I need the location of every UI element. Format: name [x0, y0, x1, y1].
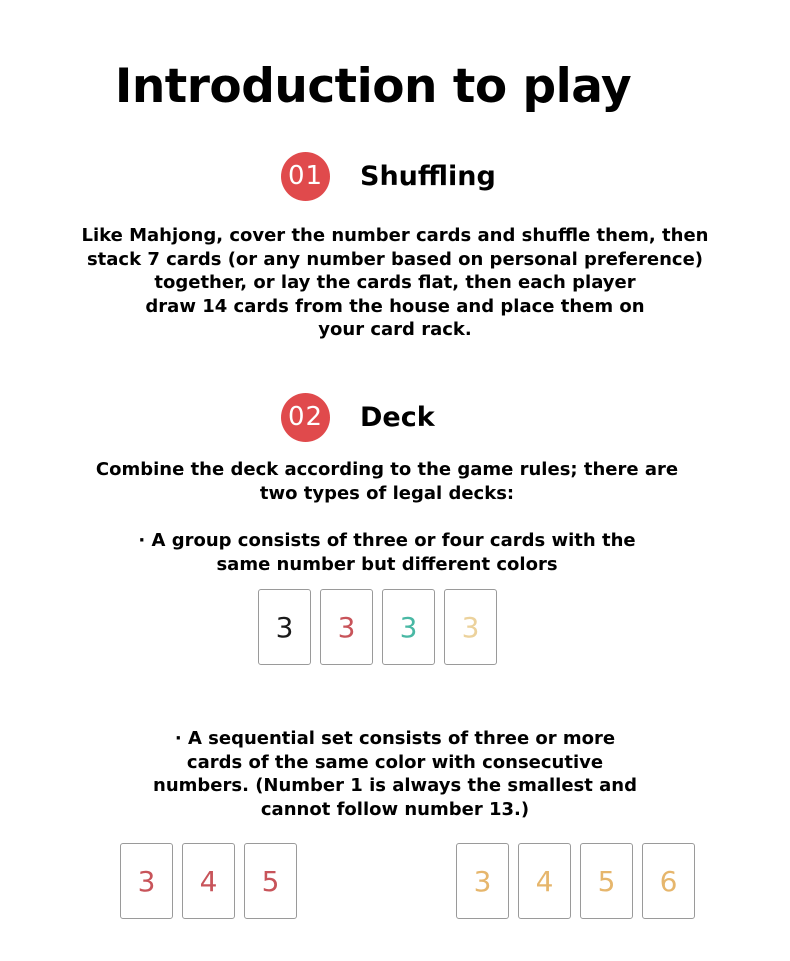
text-line: cannot follow number 13.): [260, 798, 530, 820]
section-number-badge: 01: [281, 152, 330, 201]
section-title-shuffling: Shuffling: [360, 160, 496, 192]
text-line: your card rack.: [318, 319, 472, 340]
text-line: · A sequential set consists of three or more: [174, 728, 616, 749]
card-number: 3: [461, 610, 480, 644]
section-title-deck: Deck: [360, 401, 435, 433]
section-header-shuffling: [281, 151, 496, 201]
card-number: 5: [597, 864, 616, 898]
section-header-deck: [281, 392, 435, 442]
group-example-cards: [258, 589, 497, 665]
text-line: together, or lay the cards flat, then each player: [154, 272, 636, 293]
sequence-example-red-cards: [120, 843, 297, 919]
text-line: cards of the same color with consecutive: [186, 751, 604, 773]
number-card: [120, 843, 173, 919]
card-number: 3: [275, 610, 294, 644]
number-card: [444, 589, 497, 665]
text-line: Like Mahjong, cover the number cards and shuffle them, then: [81, 225, 709, 246]
number-card: [382, 589, 435, 665]
card-number: 3: [473, 864, 492, 898]
card-number: 4: [535, 864, 554, 898]
card-number: 4: [199, 864, 218, 898]
card-number: 3: [337, 610, 356, 644]
card-number: 3: [137, 864, 156, 898]
number-card: [642, 843, 695, 919]
text-line: Combine the deck according to the game rules; there are: [95, 459, 679, 480]
sequence-example-orange-cards: [456, 843, 695, 919]
number-card: [518, 843, 571, 919]
shuffling-description: [30, 224, 760, 342]
text-line: stack 7 cards (or any number based on personal preference): [86, 248, 704, 270]
number-card: [320, 589, 373, 665]
text-line: · A group consists of three or four cards with the: [138, 530, 636, 551]
number-card: [258, 589, 311, 665]
card-number: 6: [659, 864, 678, 898]
deck-intro: [27, 458, 747, 505]
text-line: numbers. (Number 1 is always the smallest and: [153, 775, 637, 796]
group-rule: [27, 529, 747, 576]
text-line: draw 14 cards from the house and place them on: [145, 295, 645, 317]
card-number: 3: [399, 610, 418, 644]
sequence-rule: [35, 727, 755, 821]
text-line: two types of legal decks:: [259, 482, 515, 504]
section-number-badge: 02: [281, 393, 330, 442]
number-card: [244, 843, 297, 919]
page-title: Introduction to play: [114, 59, 632, 114]
text-line: same number but different colors: [216, 553, 558, 575]
number-card: [456, 843, 509, 919]
card-number: 5: [261, 864, 280, 898]
number-card: [580, 843, 633, 919]
number-card: [182, 843, 235, 919]
